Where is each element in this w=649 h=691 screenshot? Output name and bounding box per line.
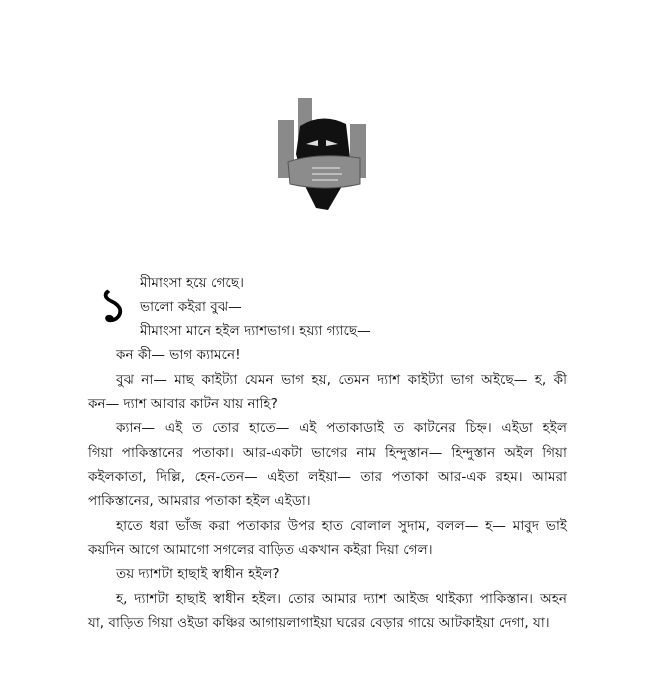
text-line: ক্যান— এই ত তোর হাতে— এই পতাকাডাই ত কাটনের চিহ্ন। এইডা হইল [116,420,567,436]
text-line: কয়দিন আগে আমাগো সগলের বাড়িত একখান কইরা দিয়া গেল। [88,542,433,558]
text-line: কইলকাতা, দিল্লি, হেন-তেন— এইতা লইয়া— তার পতাকা আর-এক রহম। আমরা [88,469,567,485]
text-line: হাতে ধরা ভাঁজ করা পতাকার উপর হাত বোলাল সুদাম, বলল— হ— মাবুদ ভাই [116,518,567,534]
text-line: মীমাংসা মানে হইল দ্যাশভাগ। হয়্যা গ্যাছে— [140,323,371,339]
text-line: মীমাংসা হয়ে গেছে। [140,275,244,291]
text-line: বুঝ না— মাছ কাইট্যা যেমন ভাগ হয়, তেমন দ্যাশ কাইট্যা ভাগ অইছে— হ, কী [116,372,567,388]
chapter-number: ১ [98,278,128,332]
figure-covering-mouth-illustration [276,98,368,214]
text-line: হ, দ্যাশটা হাছাই স্বাধীন হইল। তোর আমার দ্যাশ আইজ থাইক্যা পাকিস্তান। অহন [116,591,567,607]
text-line: যা, বাড়িত গিয়া ওইডা কঞ্চির আগায়লাগাইয়া ঘরের বেড়ার গায়ে আটকাইয়া দেগা, যা। [88,615,550,631]
text-line: তয় দ্যাশটা হাছাই স্বাধীন হইল? [116,566,280,582]
text-line: কন কী— ভাগ ক্যামনে! [116,347,241,363]
text-line: কন— দ্যাশ আবার কাটন যায় নাহি? [88,396,278,412]
text-line: ভালো কইরা বুঝ— [140,299,242,315]
text-line: পাকিস্তানের, আমরার পতাকা হইল এইডা। [88,493,311,509]
text-line: গিয়া পাকিস্তানের পতাকা। আর-একটা ভাগের নাম হিন্দুস্তান— হিন্দুস্তান অইল গিয়া [88,445,567,461]
